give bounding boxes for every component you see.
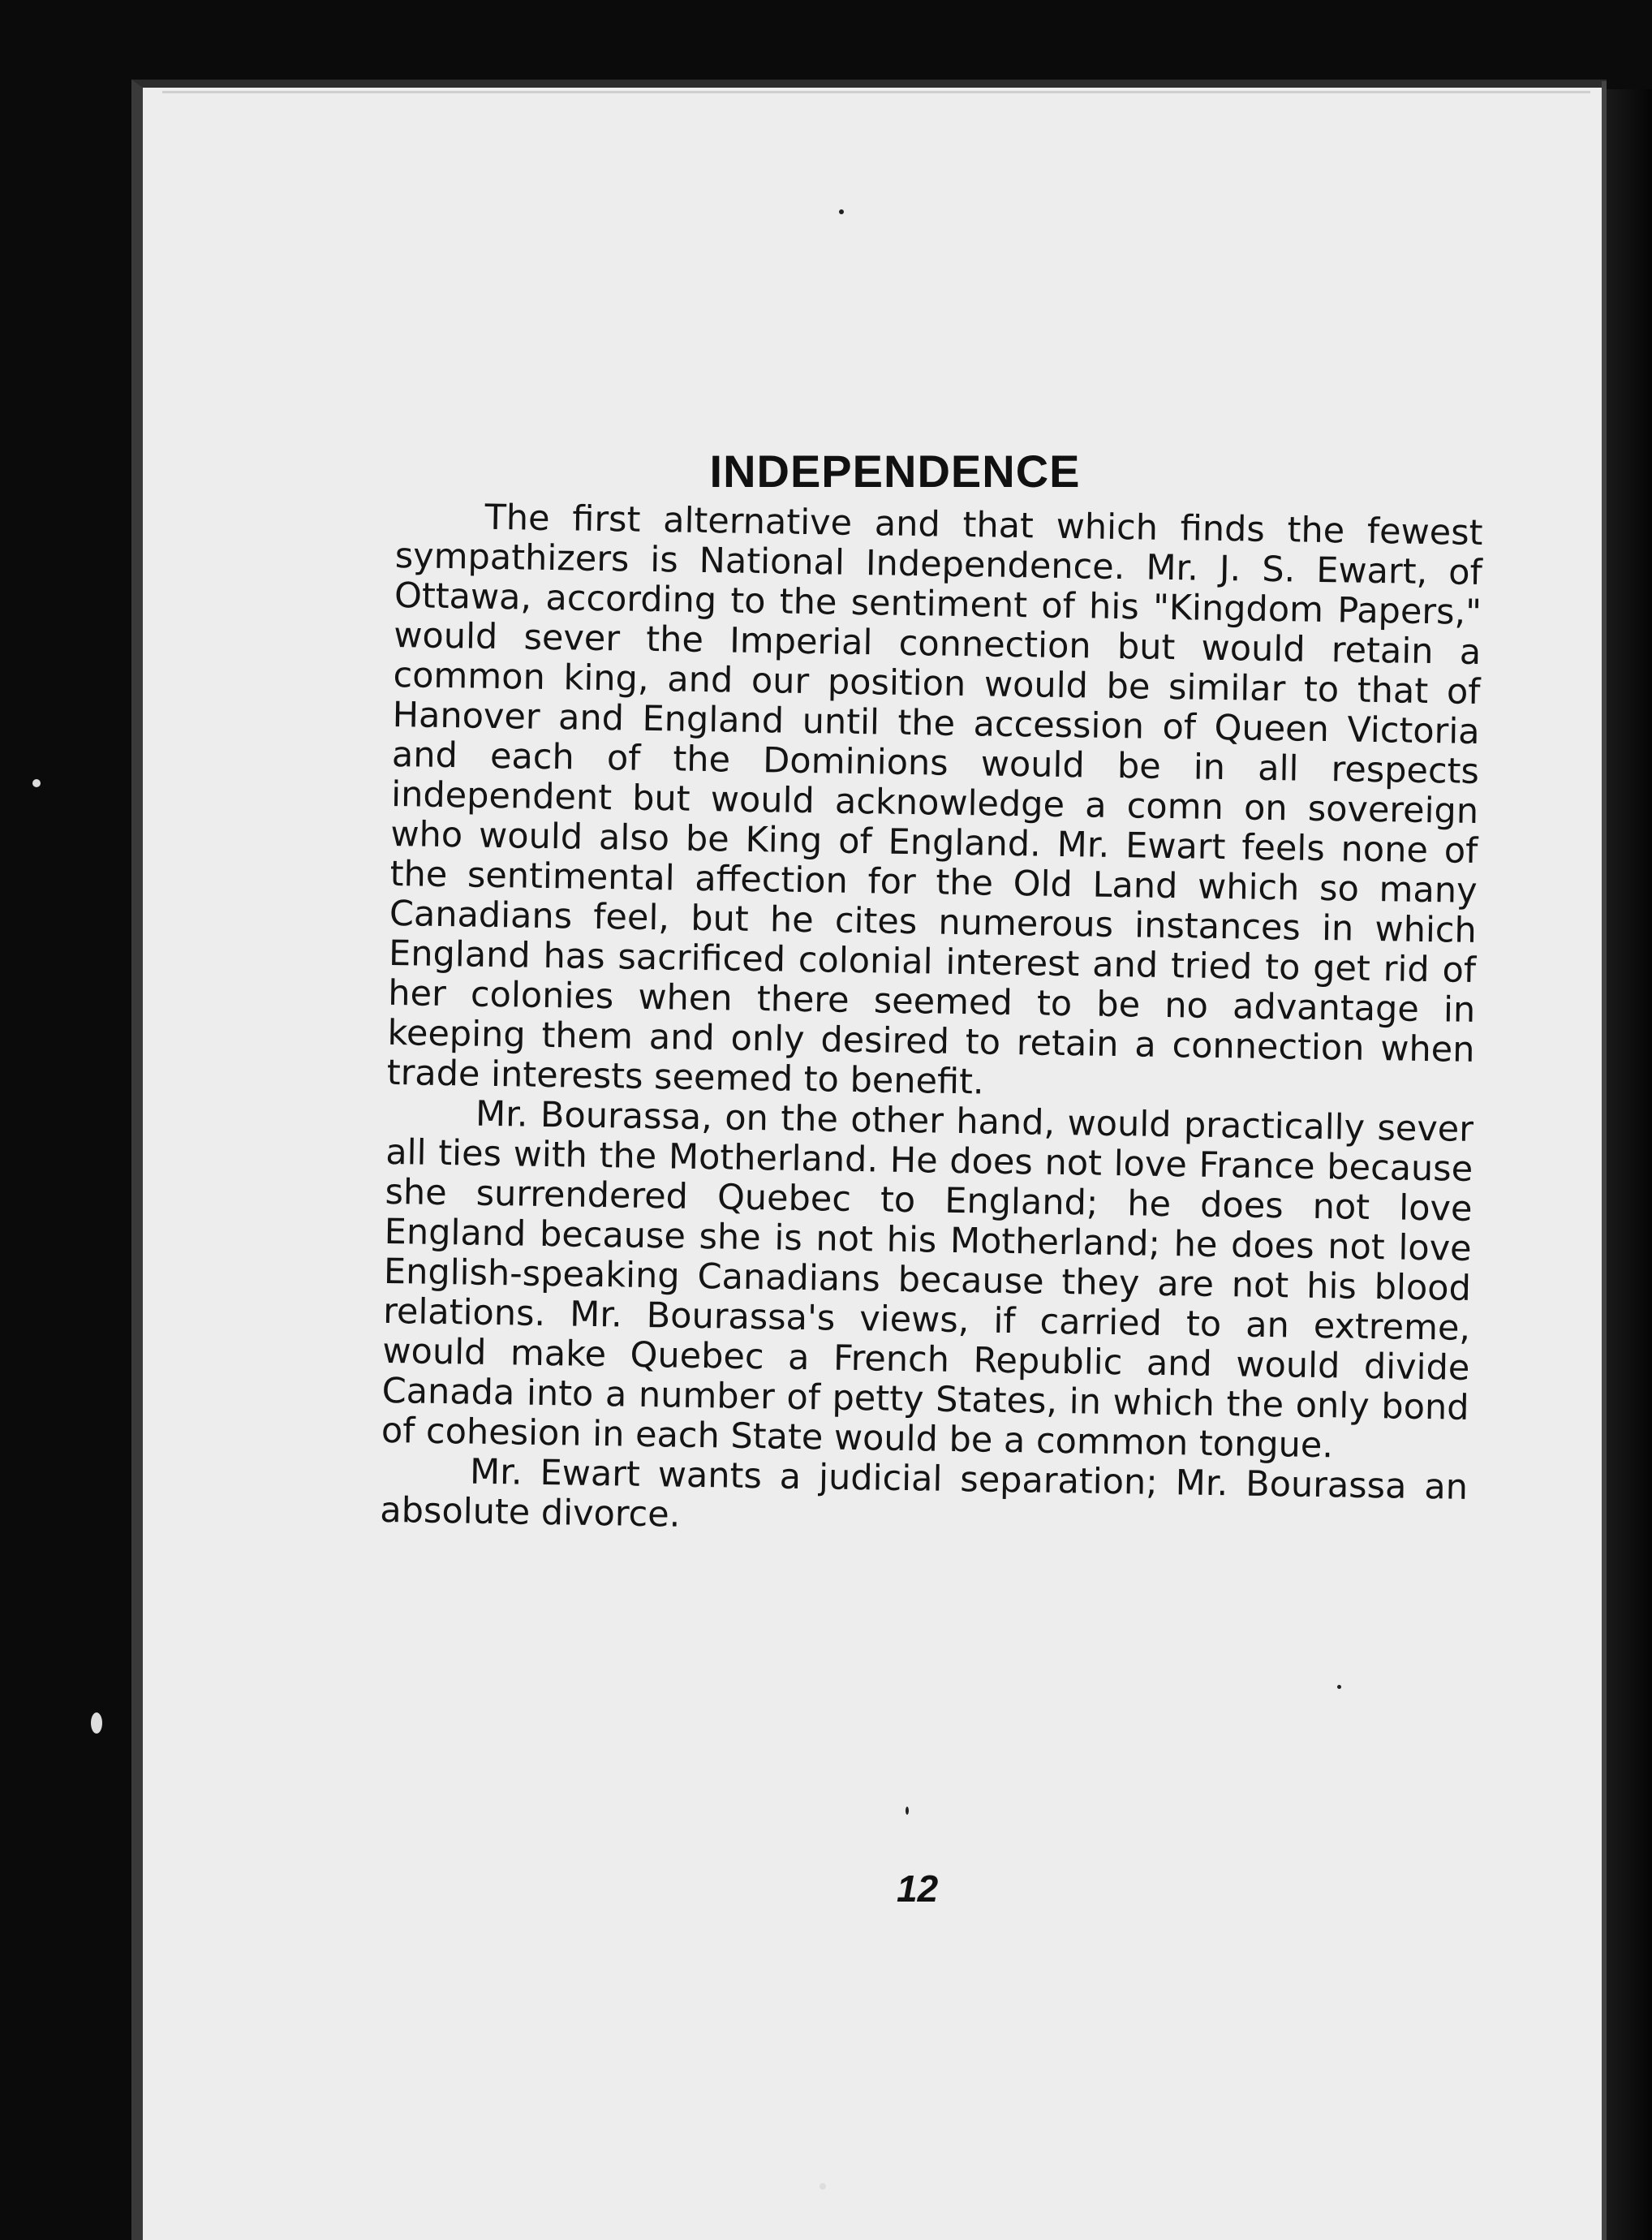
scan-speck [32,779,41,787]
scan-speck [91,1712,102,1734]
scan-border-right [1607,89,1652,2240]
paragraph: Mr. Ewart wants a judicial separation; Mr. Bourassa an absolute divorce. [379,1451,1469,1536]
body-text [380,497,1483,1548]
page-title: INDEPENDENCE [709,445,1081,497]
page-number: 12 [897,1867,939,1910]
scan-speck [839,209,844,214]
scan-speck [820,2183,826,2190]
page-top-edge [162,91,1590,93]
scan-speck [1337,1685,1341,1689]
paragraph: The first alternative and that which finds the fewest sympathizers is National Independence. Mr. J. S. Ewart, of Ottawa, according to the sentiment of his "Kingdom Papers," would sever the Imperial connection but would retain a common king, and our position would be similar to that of Hanover and England until the accession of Queen Victoria and each of the Dominions would be in all respects independent but would acknowledge a comn on sovereign who would also be King of England. Mr. Ewart feels none of the sentimental affection for the Old Land which so many Canadians feel, but he cites numerous instances in which England has sacrificed colonial interest and tried to get rid of her colonies when there seemed to be no advantage in keeping them and only desired to retain a connection when trade interests seemed to benefit. [386,497,1483,1103]
paragraph: Mr. Bourassa, on the other hand, would practically sever all ties with the Motherland. He does not love France because she surrendered Quebec to England; he does not love England because she is not his Motherland; he does not love English-speaking Canadians because they are not his blood relations. Mr. Bourassa's views, if carried to an extreme, would make Quebec a French Republic and would divide Canada into a number of petty States, in which the only bond of cohesion in each State would be a common tongue. [381,1093,1474,1467]
scan-speck [906,1807,909,1815]
